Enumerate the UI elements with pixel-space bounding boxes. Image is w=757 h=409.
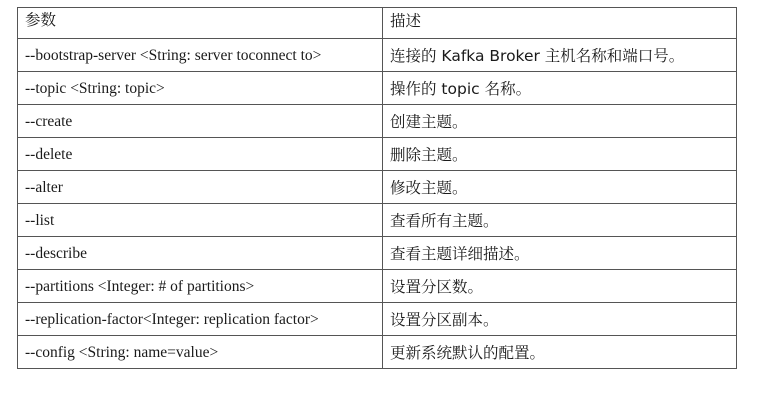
table-row [18, 237, 737, 270]
param-cell: --create [18, 105, 383, 138]
param-cell: --bootstrap-server <String: server toconnect to> [18, 39, 383, 72]
param-cell: --list [18, 204, 383, 237]
desc-cell: 设置分区数。 [383, 270, 737, 303]
table-row [18, 336, 737, 369]
desc-cell: 修改主题。 [383, 171, 737, 204]
desc-cell: 查看主题详细描述。 [383, 237, 737, 270]
table-row [18, 270, 737, 303]
table-row [18, 204, 737, 237]
param-cell: --alter [18, 171, 383, 204]
desc-cell: 创建主题。 [383, 105, 737, 138]
table-row [18, 105, 737, 138]
param-cell: --describe [18, 237, 383, 270]
header-param: 参数 [18, 8, 383, 39]
table-row [18, 303, 737, 336]
table-row [18, 39, 737, 72]
desc-cell: 删除主题。 [383, 138, 737, 171]
desc-cell: 查看所有主题。 [383, 204, 737, 237]
desc-cell: 更新系统默认的配置。 [383, 336, 737, 369]
parameter-table [17, 7, 737, 369]
table-row [18, 171, 737, 204]
header-desc: 描述 [383, 8, 737, 39]
table-header-row [18, 8, 737, 39]
param-cell: --delete [18, 138, 383, 171]
param-cell: --topic <String: topic> [18, 72, 383, 105]
table-row [18, 138, 737, 171]
param-cell: --replication-factor<Integer: replication factor> [18, 303, 383, 336]
desc-cell: 连接的 Kafka Broker 主机名称和端口号。 [383, 39, 737, 72]
param-cell: --partitions <Integer: # of partitions> [18, 270, 383, 303]
table-row [18, 72, 737, 105]
param-cell: --config <String: name=value> [18, 336, 383, 369]
desc-cell: 操作的 topic 名称。 [383, 72, 737, 105]
desc-cell: 设置分区副本。 [383, 303, 737, 336]
